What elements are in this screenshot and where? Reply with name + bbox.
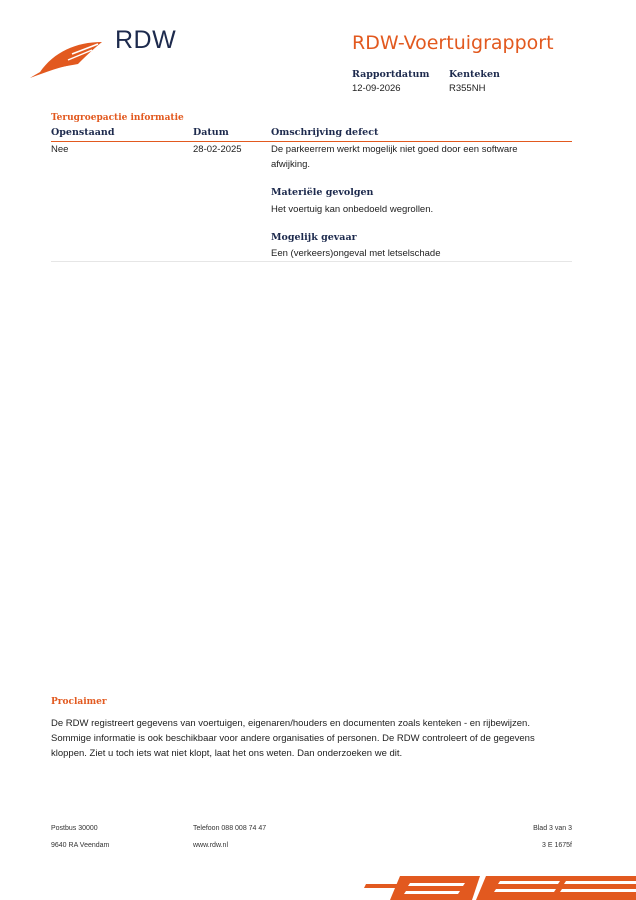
proclaimer-line: kloppen. Ziet u toch iets wat niet klopt, laat het ons weten. Dan onderzoeken we dit. — [51, 748, 403, 759]
plate-value: R355NH — [449, 83, 486, 94]
footer-document-code: 3 E 1675f — [542, 842, 572, 849]
brand-name: RDW — [115, 26, 177, 54]
recall-open-value: Nee — [51, 144, 69, 155]
defect-description-line2: afwijking. — [271, 159, 311, 170]
column-header-defect: Omschrijving defect — [271, 127, 379, 138]
plate-label: Kenteken — [449, 69, 500, 80]
recall-section-title: Terugroepactie informatie — [51, 113, 184, 123]
report-date-label: Rapportdatum — [352, 69, 430, 80]
proclaimer-title: Proclaimer — [51, 697, 107, 707]
report-date-value: 12-09-2026 — [352, 83, 401, 94]
footer-address-line2: 9640 RA Veendam — [51, 842, 110, 849]
proclaimer-line: Sommige informatie is ook beschikbaar voor andere organisaties of personen. De RDW controleert of de gegevens — [51, 733, 535, 744]
footer-stripes-icon — [360, 874, 636, 900]
proclaimer-line: De RDW registreert gegevens van voertuigen, eigenaren/houders en documenten zoals kenteken - en rijbewijzen. — [51, 718, 530, 729]
column-header-open: Openstaand — [51, 127, 115, 138]
column-header-date: Datum — [193, 127, 229, 138]
danger-text: Een (verkeers)ongeval met letselschade — [271, 248, 441, 259]
danger-label: Mogelijk gevaar — [271, 232, 357, 243]
page-title: RDW-Voertuigrapport — [352, 32, 554, 54]
row-divider — [51, 261, 572, 262]
footer-page-number: Blad 3 van 3 — [533, 825, 572, 832]
defect-description-line1: De parkeerrem werkt mogelijk niet goed door een software — [271, 144, 518, 155]
footer-website[interactable]: www.rdw.nl — [193, 842, 229, 849]
footer-phone: Telefoon 088 008 74 47 — [193, 825, 267, 832]
recall-date-value: 28-02-2025 — [193, 144, 242, 155]
footer-address-line1: Postbus 30000 — [51, 825, 98, 832]
proclaimer-text — [51, 716, 571, 761]
consequences-label: Materiële gevolgen — [271, 187, 374, 198]
consequences-text: Het voertuig kan onbedoeld wegrollen. — [271, 204, 434, 215]
